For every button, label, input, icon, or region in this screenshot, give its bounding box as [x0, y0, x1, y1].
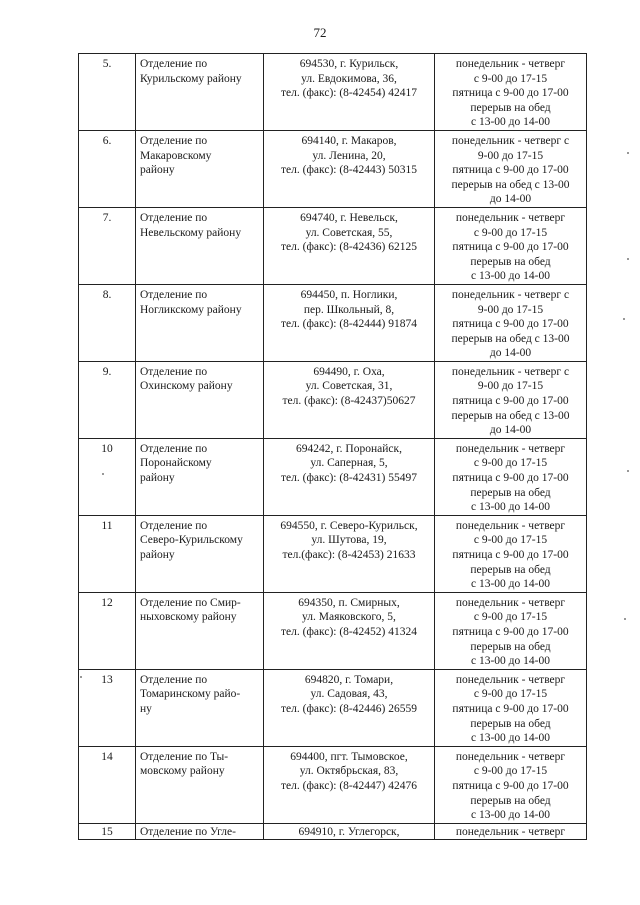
office-name-line: району [140, 549, 175, 561]
office-hours-cell [435, 54, 587, 131]
office-address-cell [264, 361, 435, 438]
office-hours-line: с 9-00 до 17-15 [473, 765, 548, 778]
office-hours-line: понедельник - четверг [455, 673, 566, 686]
office-name-cell [136, 823, 264, 840]
office-hours-line: до 14-00 [489, 193, 532, 206]
office-address-line: тел. (факс): (8-42454) 42417 [281, 87, 417, 100]
office-address-line: ул. Октябрьская, 83, [299, 765, 399, 778]
office-name-line: Отделение по Угле- [140, 825, 236, 838]
table-row [79, 130, 587, 207]
office-hours-line: понедельник - четверг [455, 58, 566, 70]
office-address-cell [264, 823, 435, 840]
office-address-line: 694910, г. Углегорск, [298, 825, 400, 838]
offices-table [78, 53, 587, 840]
scan-speck [627, 258, 629, 260]
office-name-line: ныховскому району [140, 611, 237, 624]
office-address-line: ул. Евдокимова, 36, [301, 72, 397, 85]
office-hours-line: понедельник - четверг [455, 750, 566, 763]
office-name-cell [136, 284, 264, 361]
office-hours-line: перерыв на обед [470, 486, 551, 499]
office-name-line: ну [140, 702, 152, 715]
office-address-cell [264, 284, 435, 361]
office-name-line: Курильскому району [140, 72, 242, 85]
office-hours-line: с 9-00 до 17-15 [473, 688, 548, 701]
office-hours-line: понедельник - четверг с [451, 134, 570, 147]
office-name-cell [136, 130, 264, 207]
table-row [79, 438, 587, 515]
office-hours-line: с 13-00 до 14-00 [471, 732, 550, 745]
office-address-line: 694530, г. Курильск, [299, 58, 399, 70]
office-name-cell [136, 207, 264, 284]
scan-speck [80, 676, 82, 678]
office-address-line: 694820, г. Томари, [304, 673, 394, 686]
office-number-cell: 15 [79, 823, 136, 840]
office-name-line: Отделение по [140, 288, 208, 301]
office-hours-line: с 9-00 до 17-15 [473, 457, 548, 470]
office-hours-line: 9-00 до 17-15 [477, 303, 544, 316]
office-address-line: ул. Шутова, 19, [311, 534, 387, 547]
office-name-line: Охинскому району [140, 380, 233, 393]
office-hours-line: с 9-00 до 17-15 [473, 611, 548, 624]
office-hours-line: пятница с 9-00 до 17-00 [452, 472, 569, 485]
office-address-line: ул. Советская, 55, [305, 226, 393, 239]
office-hours-cell [435, 361, 587, 438]
office-hours-line: пятница с 9-00 до 17-00 [452, 241, 569, 254]
office-hours-line: понедельник - четверг с [451, 288, 570, 301]
office-name-cell [136, 669, 264, 746]
office-name-cell [136, 361, 264, 438]
office-name-line: Отделение по [140, 134, 208, 147]
table-row [79, 669, 587, 746]
scan-speck [627, 470, 629, 472]
table-row [79, 746, 587, 823]
table-row [79, 361, 587, 438]
office-address-line: тел. (факс): (8-42436) 62125 [281, 241, 417, 254]
office-hours-line: понедельник - четверг [455, 596, 566, 609]
office-number-cell: 7. [79, 207, 136, 284]
office-name-line: Отделение по Ты- [140, 750, 229, 763]
office-address-line: ул. Ленина, 20, [312, 149, 386, 162]
office-hours-line: пятница с 9-00 до 17-00 [452, 549, 569, 561]
office-number-cell: 5. [79, 54, 136, 131]
table-row [79, 515, 587, 592]
office-hours-line: перерыв на обед [470, 563, 551, 576]
office-hours-line: перерыв на обед [470, 640, 551, 653]
office-hours-line: пятница с 9-00 до 17-00 [452, 625, 569, 638]
office-name-line: Макаровскому [140, 149, 212, 162]
office-hours-cell [435, 669, 587, 746]
office-hours-line: перерыв на обед [470, 794, 551, 807]
office-address-cell [264, 54, 435, 131]
office-number-cell: 9. [79, 361, 136, 438]
table-row [79, 284, 587, 361]
office-address-line: тел. (факс): (8-42431) 55497 [281, 472, 417, 485]
office-name-cell [136, 54, 264, 131]
office-hours-cell [435, 592, 587, 669]
office-hours-line: понедельник - четверг с [451, 365, 570, 378]
office-name-line: Поронайскому [140, 457, 212, 470]
office-address-line: тел. (факс): (8-42452) 41324 [281, 625, 417, 638]
table-row [79, 54, 587, 131]
office-hours-line: понедельник - четверг [455, 519, 566, 532]
office-name-line: Отделение по [140, 673, 208, 686]
office-number-cell: 14 [79, 746, 136, 823]
office-hours-line: с 13-00 до 14-00 [471, 270, 550, 283]
office-address-line: тел. (факс): (8-42447) 42476 [281, 779, 417, 792]
office-hours-line: пятница с 9-00 до 17-00 [452, 395, 569, 408]
table-row [79, 592, 587, 669]
office-hours-line: перерыв на обед [470, 717, 551, 730]
office-name-line: Северо-Курильскому [140, 534, 243, 547]
office-hours-line: с 9-00 до 17-15 [473, 534, 548, 547]
office-address-line: 694400, пгт. Тымовское, [290, 750, 408, 763]
office-name-line: Отделение по [140, 211, 208, 224]
office-hours-cell [435, 515, 587, 592]
office-hours-line: с 13-00 до 14-00 [471, 655, 550, 668]
scan-speck [623, 318, 625, 320]
office-name-line: району [140, 164, 175, 177]
office-hours-line: перерыв на обед [470, 255, 551, 268]
office-hours-line: 9-00 до 17-15 [477, 149, 544, 162]
office-address-line: тел.(факс): (8-42453) 21633 [282, 549, 416, 561]
office-address-cell [264, 438, 435, 515]
office-address-line: 694350, п. Смирных, [298, 596, 400, 609]
office-name-cell [136, 746, 264, 823]
office-name-line: Отделение по [140, 365, 208, 378]
office-hours-line: пятница с 9-00 до 17-00 [452, 702, 569, 715]
office-address-cell [264, 130, 435, 207]
office-hours-cell [435, 823, 587, 840]
office-address-line: тел. (факс): (8-42443) 50315 [281, 164, 417, 177]
office-hours-cell [435, 130, 587, 207]
offices-table-body [79, 54, 587, 840]
office-hours-line: с 13-00 до 14-00 [471, 116, 550, 129]
office-hours-line: понедельник - четверг [455, 825, 566, 838]
office-number-cell: 8. [79, 284, 136, 361]
office-address-line: тел. (факс): (8-42444) 91874 [281, 318, 417, 331]
office-address-cell [264, 592, 435, 669]
office-number-cell: 12 [79, 592, 136, 669]
office-name-line: Томаринскому райо- [140, 688, 241, 701]
office-address-line: тел. (факс): (8-42437)50627 [282, 395, 416, 408]
office-hours-line: перерыв на обед [470, 101, 551, 114]
office-address-line: ул. Садовая, 43, [310, 688, 388, 701]
office-name-line: Невельскому району [140, 226, 242, 239]
office-address-line: ул. Советская, 31, [305, 380, 393, 393]
office-hours-line: пятница с 9-00 до 17-00 [452, 87, 569, 100]
office-hours-line: пятница с 9-00 до 17-00 [452, 164, 569, 177]
office-name-line: Отделение по [140, 442, 208, 455]
office-address-cell [264, 669, 435, 746]
office-hours-line: перерыв на обед с 13-00 [451, 332, 570, 345]
office-address-line: 694450, п. Ноглики, [300, 288, 398, 301]
scan-speck [102, 473, 104, 475]
office-hours-line: с 13-00 до 14-00 [471, 501, 550, 514]
office-number-cell: 13 [79, 669, 136, 746]
office-address-cell [264, 207, 435, 284]
table-row [79, 823, 587, 840]
scan-speck [627, 152, 629, 154]
office-hours-line: пятница с 9-00 до 17-00 [452, 779, 569, 792]
office-hours-line: с 9-00 до 17-15 [473, 226, 548, 239]
office-hours-cell [435, 746, 587, 823]
office-address-line: ул. Маяковского, 5, [302, 611, 396, 624]
page-number: 72 [313, 25, 327, 40]
office-hours-cell [435, 438, 587, 515]
office-number-cell: 10 [79, 438, 136, 515]
office-hours-line: с 13-00 до 14-00 [471, 809, 550, 822]
office-hours-line: с 13-00 до 14-00 [471, 578, 550, 591]
office-name-line: Ногликскому району [140, 303, 242, 316]
office-hours-line: понедельник - четверг [455, 211, 566, 224]
office-address-line: ул. Саперная, 5, [310, 457, 388, 470]
office-address-line: 694740, г. Невельск, [300, 211, 398, 224]
office-hours-line: до 14-00 [489, 424, 532, 437]
office-name-cell [136, 515, 264, 592]
office-address-cell [264, 515, 435, 592]
office-hours-line: перерыв на обед с 13-00 [451, 178, 570, 191]
office-address-line: 694242, г. Поронайск, [296, 442, 402, 455]
office-name-cell [136, 438, 264, 515]
office-name-line: Отделение по [140, 519, 208, 532]
office-hours-line: до 14-00 [489, 347, 532, 360]
office-hours-cell [435, 207, 587, 284]
office-name-line: району [140, 472, 175, 485]
office-hours-cell [435, 284, 587, 361]
office-hours-line: 9-00 до 17-15 [477, 380, 544, 393]
office-address-line: 694490, г. Оха, [313, 365, 385, 378]
office-address-cell [264, 746, 435, 823]
office-number-cell: 11 [79, 515, 136, 592]
office-address-line: 694550, г. Северо-Курильск, [280, 519, 418, 532]
office-address-line: 694140, г. Макаров, [301, 134, 397, 147]
scan-speck [624, 618, 626, 620]
table-row [79, 207, 587, 284]
office-hours-line: пятница с 9-00 до 17-00 [452, 318, 569, 331]
office-name-line: Отделение по [140, 58, 208, 70]
office-name-line: мовскому району [140, 765, 225, 778]
office-address-line: пер. Школьный, 8, [303, 303, 395, 316]
office-hours-line: с 9-00 до 17-15 [473, 72, 548, 85]
office-address-line: тел. (факс): (8-42446) 26559 [281, 702, 417, 715]
office-hours-line: перерыв на обед с 13-00 [451, 409, 570, 422]
office-number-cell: 6. [79, 130, 136, 207]
office-hours-line: понедельник - четверг [455, 442, 566, 455]
office-name-cell [136, 592, 264, 669]
office-name-line: Отделение по Смир- [140, 596, 241, 609]
